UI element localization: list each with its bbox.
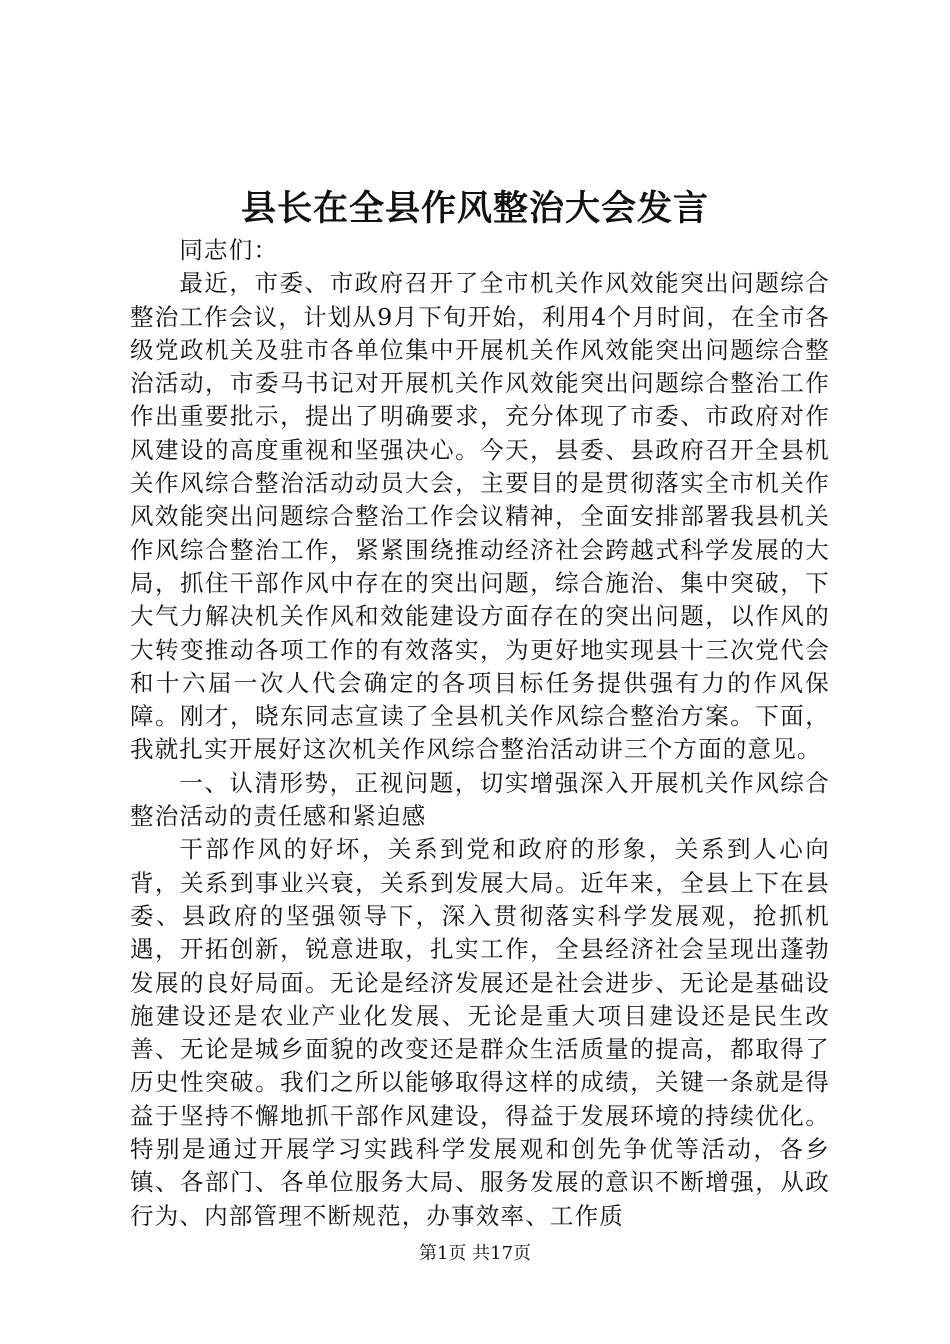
paragraph-section-1: 干部作风的好坏，关系到党和政府的形象，关系到人心向背，关系到事业兴衰，关系到发展大局。近年来，全县上下在县委、县政府的坚强领导下，深入贯彻落实科学发展观，抢抓机遇，开拓创新，锐意进取，扎实工作，全县经济社会呈现出蓬勃发展的良好局面。无论是经济发展还是社会进步、无论是基础设施建设还是农业产业化发展、无论是重大项目建设还是民生改善、无论是城乡面貌的改变还是群众生活质量的提高，都取得了历史性突破。我们之所以能够取得这样的成绩，关键一条就是得益于坚持不懈地抓干部作风建设，得益于发展环境的持续优化。特别是通过开展学习实践科学发展观和创先争优等活动，各乡镇、各部门、各单位服务大局、服务发展的意识不断增强，从政行为、内部管理不断规范，办事效率、工作质	[130, 835, 830, 1230]
page-number-footer: 第1页 共17页	[418, 1243, 532, 1264]
section-heading-1: 一、认清形势，正视问题，切实增强深入开展机关作风综合整治活动的责任感和紧迫感	[130, 768, 830, 831]
paragraph-intro: 最近，市委、市政府召开了全市机关作风效能突出问题综合整治工作会议，计划从9月下旬开始，利用4个月时间，在全市各级党政机关及驻市各单位集中开展机关作风效能突出问题综合整治活动，市委马书记对开展机关作风效能突出问题综合整治工作作出重要批示，提出了明确要求，充分体现了市委、市政府对作风建设的高度重视和坚强决心。今天，县委、县政府召开全县机关作风综合整治活动动员大会，主要目的是贯彻落实全市机关作风效能突出问题综合整治工作会议精神，全面安排部署我县机关作风综合整治工作，紧紧围绕推动经济社会跨越式科学发展的大局，抓住干部作风中存在的突出问题，综合施治、集中突破，下大气力解决机关作风和效能建设方面存在的突出问题，以作风的大转变推动各项工作的有效落实，为更好地实现县十三次党代会和十六届一次人代会确定的各项目标任务提供强有力的作风保障。刚才，晓东同志宣读了全县机关作风综合整治方案。下面，我就扎实开展好这次机关作风综合整治活动讲三个方面的意见。	[130, 269, 830, 764]
document-title: 县长在全县作风整治大会发言	[240, 188, 709, 229]
salutation: 同志们：	[179, 236, 279, 264]
document-body	[130, 234, 830, 1233]
